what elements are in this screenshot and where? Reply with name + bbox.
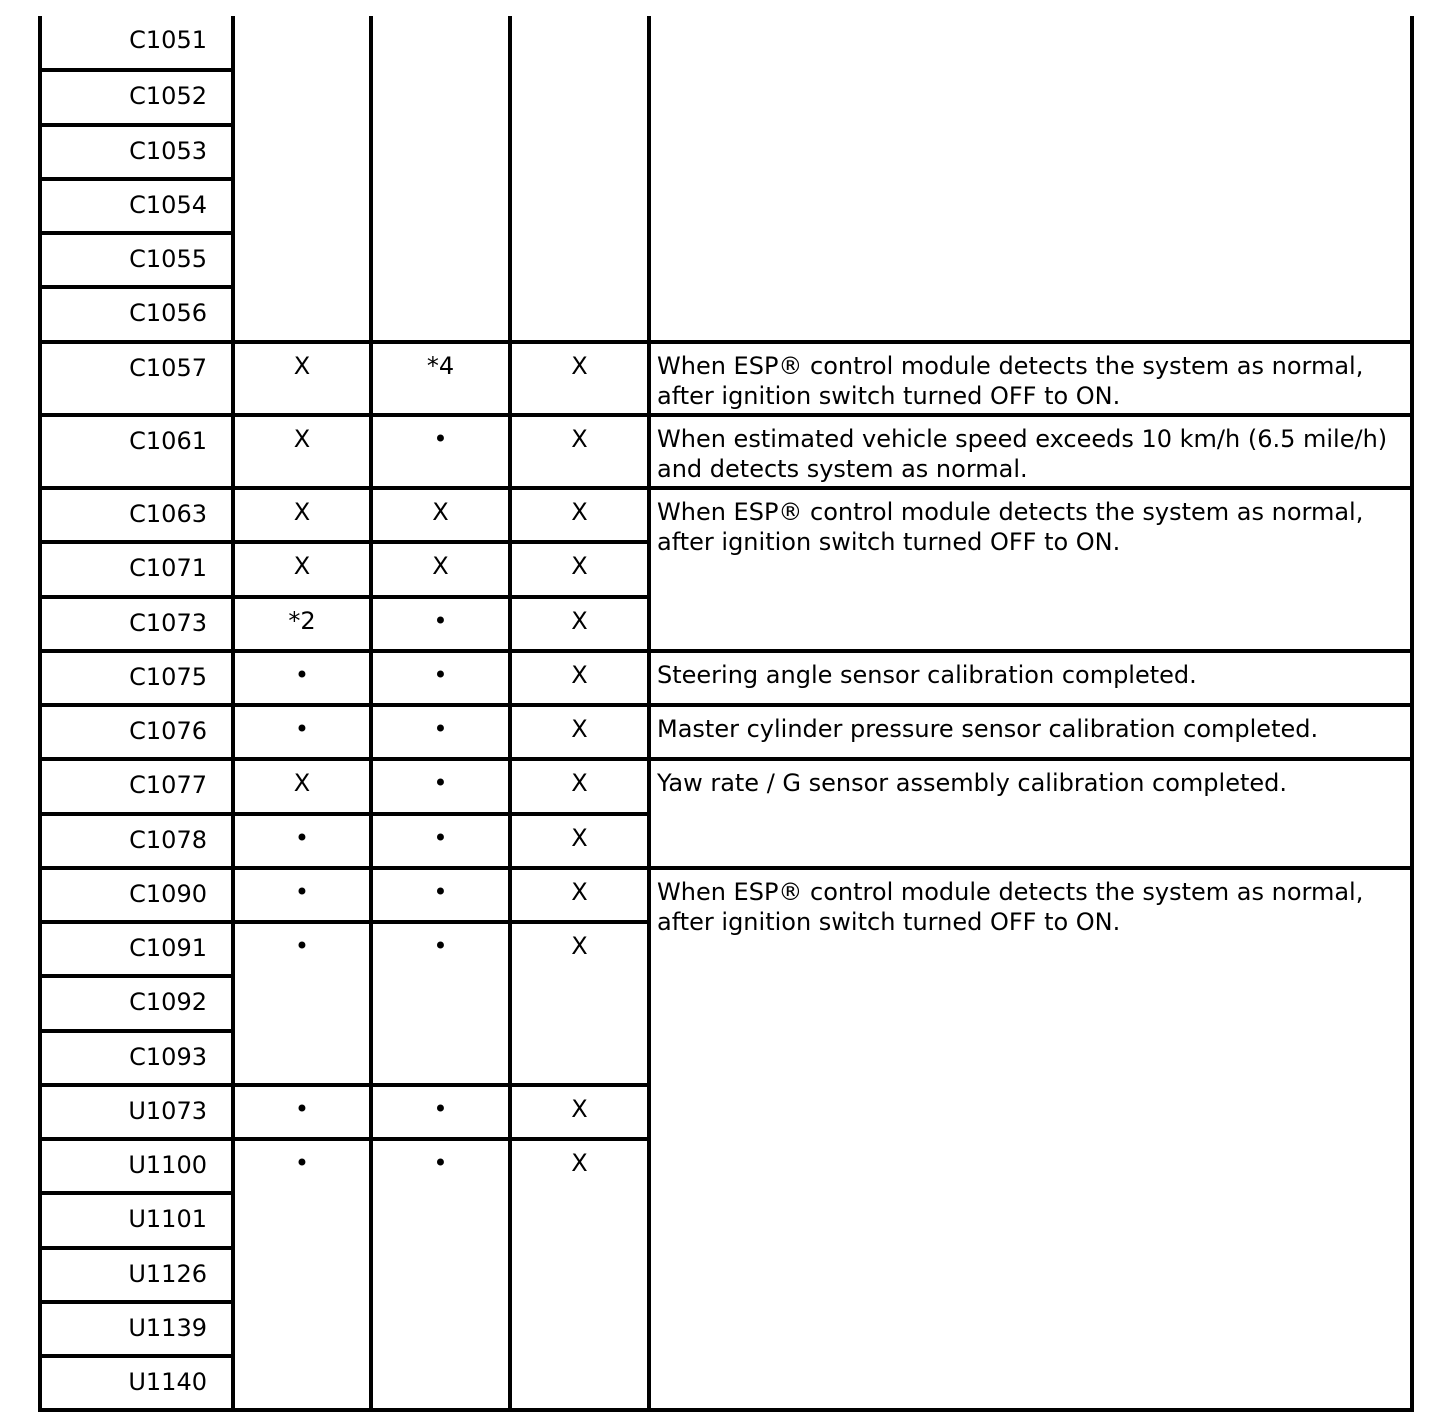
mark-cell [510,16,649,342]
mark-cell: X [510,415,649,488]
mark-cell: X [510,1085,649,1139]
mark-cell: *2 [233,597,371,651]
dtc-code: U1100 [40,1139,233,1193]
mark-cell: X [233,759,371,813]
dtc-code: C1052 [40,70,233,124]
dtc-code: C1053 [40,125,233,179]
mark-cell: X [233,342,371,415]
table-row [40,868,1412,922]
condition-cell: Steering angle sensor calibration completed. [649,651,1412,705]
mark-cell: X [371,542,510,596]
mark-cell: • [233,705,371,759]
mark-cell: *4 [371,342,510,415]
mark-cell: X [510,922,649,1085]
table-row [40,759,1412,813]
mark-cell: • [233,922,371,1085]
table-row [40,488,1412,542]
mark-cell: X [233,542,371,596]
mark-cell: X [510,705,649,759]
mark-cell: X [510,759,649,813]
mark-cell: X [233,488,371,542]
mark-cell: X [371,488,510,542]
mark-cell: • [233,1085,371,1139]
mark-cell: • [371,814,510,868]
mark-cell: • [233,651,371,705]
condition-cell: Yaw rate / G sensor assembly calibration completed. [649,759,1412,868]
dtc-code: C1073 [40,597,233,651]
mark-cell: X [510,488,649,542]
mark-cell: • [371,651,510,705]
table-row [40,342,1412,415]
dtc-code: C1075 [40,651,233,705]
dtc-code: C1057 [40,342,233,415]
dtc-code: C1078 [40,814,233,868]
dtc-code: C1071 [40,542,233,596]
mark-cell: • [233,1139,371,1410]
table-row [40,16,1412,70]
mark-cell: X [510,1139,649,1410]
dtc-code: C1092 [40,976,233,1030]
dtc-code: C1054 [40,179,233,233]
mark-cell [371,16,510,342]
dtc-table [38,16,1414,1412]
mark-cell: • [371,597,510,651]
table-row [40,651,1412,705]
condition-cell: When ESP® control module detects the system as normal, after ignition switch turned OFF to ON. [649,868,1412,1411]
mark-cell: • [371,868,510,922]
mark-cell [233,16,371,342]
dtc-code: C1061 [40,415,233,488]
dtc-code: C1076 [40,705,233,759]
mark-cell: • [233,814,371,868]
condition-cell: Master cylinder pressure sensor calibration completed. [649,705,1412,759]
dtc-code: C1056 [40,287,233,341]
mark-cell: X [510,814,649,868]
dtc-code: C1093 [40,1031,233,1085]
condition-cell: When ESP® control module detects the system as normal, after ignition switch turned OFF to ON. [649,488,1412,651]
mark-cell: • [371,922,510,1085]
dtc-code: C1090 [40,868,233,922]
mark-cell: X [510,342,649,415]
dtc-code: C1055 [40,233,233,287]
mark-cell: X [233,415,371,488]
dtc-code: U1073 [40,1085,233,1139]
mark-cell: • [233,868,371,922]
mark-cell: • [371,1085,510,1139]
mark-cell: • [371,705,510,759]
dtc-code: U1139 [40,1302,233,1356]
condition-cell: When ESP® control module detects the system as normal, after ignition switch turned OFF to ON. [649,342,1412,415]
dtc-code: C1077 [40,759,233,813]
table-row [40,415,1412,488]
dtc-code: C1063 [40,488,233,542]
mark-cell: X [510,651,649,705]
condition-cell [649,16,1412,342]
mark-cell: • [371,759,510,813]
dtc-code: U1101 [40,1193,233,1247]
dtc-code: U1126 [40,1248,233,1302]
dtc-code: C1051 [40,16,233,70]
condition-cell: When estimated vehicle speed exceeds 10 km/h (6.5 mile/h) and detects system as normal. [649,415,1412,488]
dtc-code: C1091 [40,922,233,976]
mark-cell: • [371,415,510,488]
mark-cell: • [371,1139,510,1410]
mark-cell: X [510,868,649,922]
mark-cell: X [510,542,649,596]
dtc-code: U1140 [40,1356,233,1410]
table-row [40,705,1412,759]
mark-cell: X [510,597,649,651]
